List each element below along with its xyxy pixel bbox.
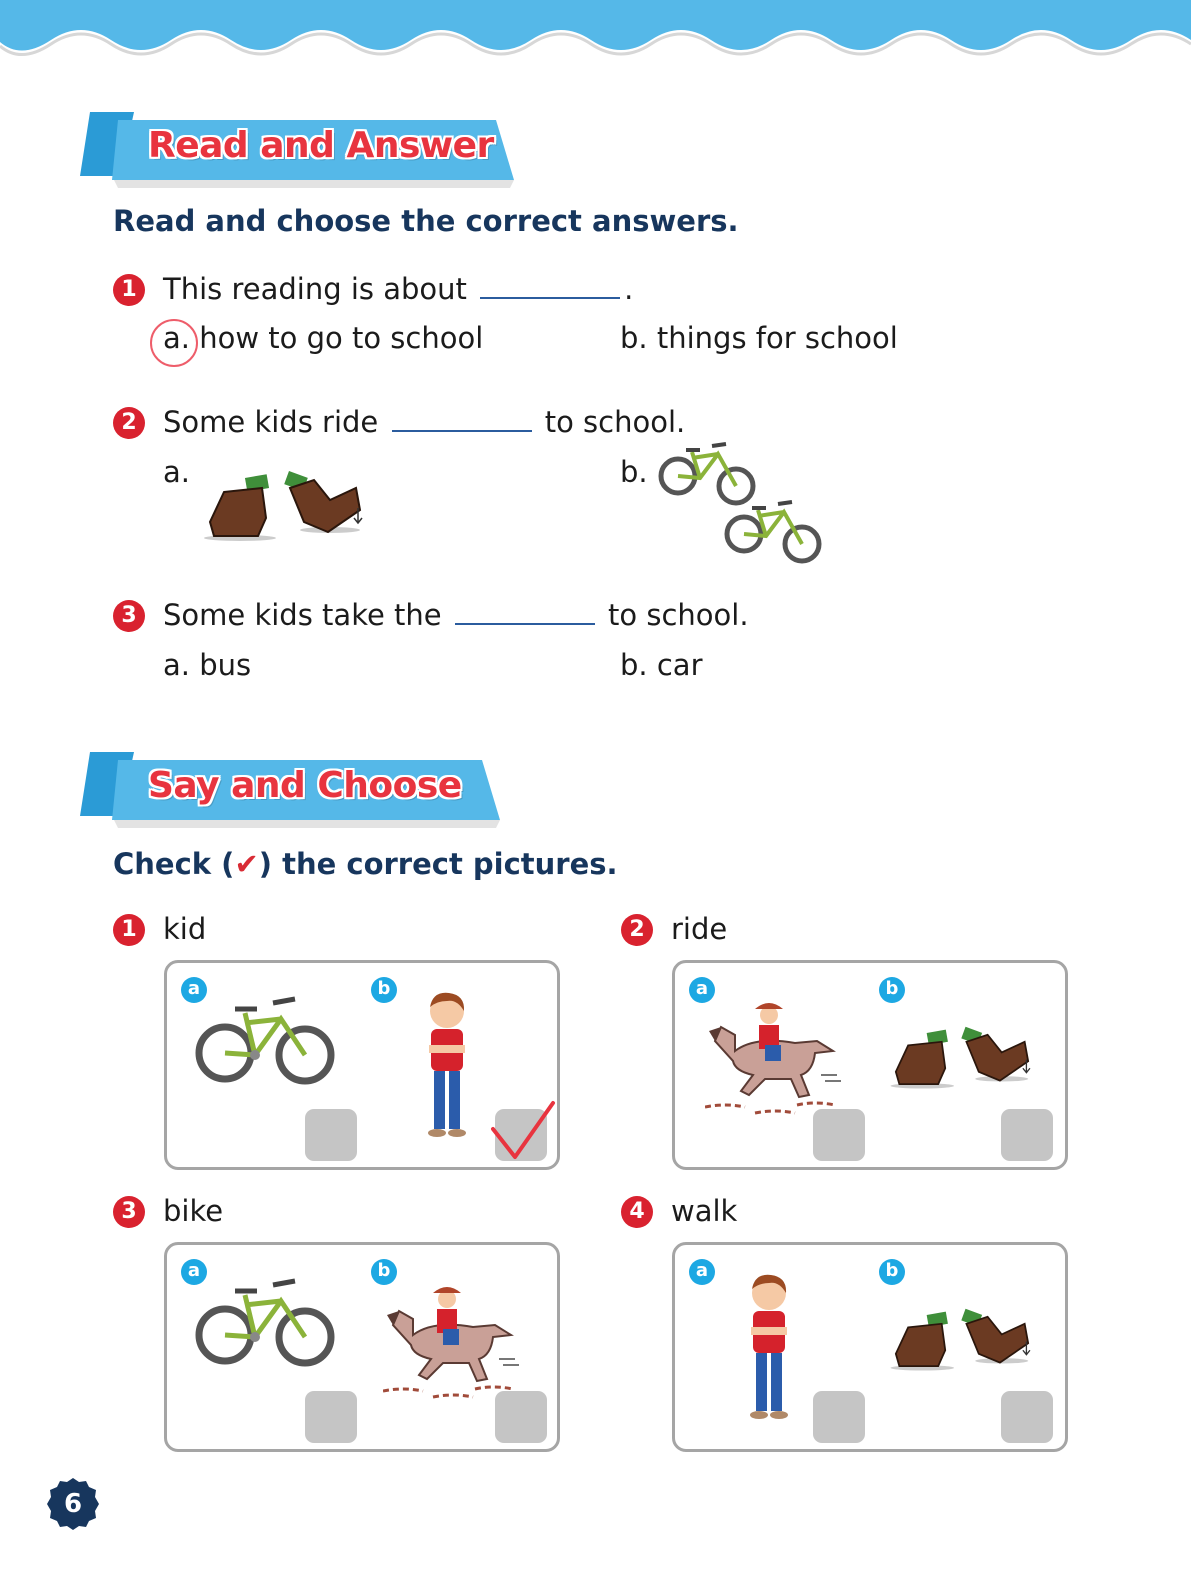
- option-badge-b: b: [879, 1259, 905, 1285]
- top-wave-border: [0, 0, 1191, 70]
- horse-rider-icon[interactable]: [705, 991, 845, 1121]
- picture-card-1: [164, 960, 560, 1170]
- item-word-3: bike: [163, 1194, 224, 1228]
- picture-card-4: [672, 1242, 1068, 1452]
- answer-blank: [455, 601, 595, 625]
- question-2-before: Some kids ride: [163, 405, 379, 439]
- option-text: car: [656, 648, 703, 682]
- option-badge-b: b: [371, 977, 397, 1003]
- answer-blank: [392, 408, 532, 432]
- question-3-text: [163, 598, 749, 632]
- walking-boots-icon[interactable]: [200, 470, 370, 545]
- instruction-read: Read and choose the correct answers.: [113, 204, 739, 238]
- checkbox-b[interactable]: [1001, 1391, 1053, 1443]
- option-badge-b: b: [371, 1259, 397, 1285]
- instruction-after: ) the correct pictures.: [258, 847, 618, 881]
- option-3b[interactable]: [620, 648, 703, 682]
- option-1b[interactable]: [620, 321, 898, 355]
- bike-icon[interactable]: [195, 993, 335, 1088]
- option-badge-a: a: [181, 1259, 207, 1285]
- option-text: how to go to school: [199, 321, 484, 355]
- instruction-before: Check (: [113, 847, 235, 881]
- question-1-text: [163, 272, 633, 306]
- option-letter: a.: [163, 321, 190, 355]
- walking-boots-icon[interactable]: [887, 1305, 1037, 1377]
- question-number-2: 2: [113, 407, 145, 439]
- bike-bottom: [727, 502, 819, 561]
- option-letter: a.: [163, 648, 190, 682]
- boy-icon[interactable]: [739, 1273, 799, 1423]
- option-letter: b.: [620, 321, 648, 355]
- checkbox-a[interactable]: [305, 1109, 357, 1161]
- section-title: Say and Choose: [148, 765, 462, 806]
- checkmark-icon: ✔: [234, 847, 259, 881]
- question-2-after: to school.: [544, 405, 686, 439]
- question-1-before: This reading is about: [163, 272, 467, 306]
- checkbox-b[interactable]: [1001, 1109, 1053, 1161]
- picture-card-3: [164, 1242, 560, 1452]
- boy-icon[interactable]: [417, 991, 477, 1141]
- question-3-before: Some kids take the: [163, 598, 442, 632]
- item-word-4: walk: [671, 1194, 738, 1228]
- answer-blank: [480, 275, 620, 299]
- option-1a[interactable]: [163, 321, 483, 355]
- question-1-after: .: [624, 272, 634, 306]
- item-number-1: 1: [113, 914, 145, 946]
- option-badge-a: a: [689, 1259, 715, 1285]
- checkbox-a[interactable]: [813, 1391, 865, 1443]
- question-2-text: [163, 405, 685, 439]
- bike-top: [661, 444, 753, 503]
- checkbox-b[interactable]: [495, 1391, 547, 1443]
- section-title: Read and Answer: [148, 125, 494, 166]
- section-banner-read-and-answer: [78, 110, 518, 190]
- option-3a[interactable]: [163, 648, 251, 682]
- checkmark-icon: [489, 1099, 559, 1163]
- option-text: things for school: [656, 321, 898, 355]
- option-badge-a: a: [689, 977, 715, 1003]
- checkbox-a[interactable]: [813, 1109, 865, 1161]
- option-2b-label: b.: [620, 455, 648, 489]
- item-number-2: 2: [621, 914, 653, 946]
- page-number-text: 6: [63, 1489, 83, 1519]
- instruction-check: [113, 847, 618, 881]
- picture-card-2: [672, 960, 1068, 1170]
- page-number: [45, 1476, 101, 1532]
- section-banner-say-and-choose: [78, 750, 508, 830]
- item-number-4: 4: [621, 1196, 653, 1228]
- item-word-1: kid: [163, 912, 207, 946]
- option-badge-b: b: [879, 977, 905, 1003]
- checkbox-a[interactable]: [305, 1391, 357, 1443]
- walking-boots-icon[interactable]: [887, 1023, 1037, 1095]
- horse-rider-icon[interactable]: [383, 1275, 523, 1405]
- question-3-after: to school.: [608, 598, 749, 632]
- option-letter: b.: [620, 648, 648, 682]
- item-word-2: ride: [671, 912, 728, 946]
- item-number-3: 3: [113, 1196, 145, 1228]
- option-badge-a: a: [181, 977, 207, 1003]
- bike-icon[interactable]: [195, 1275, 335, 1370]
- two-bikes-icon[interactable]: [656, 438, 826, 568]
- question-number-1: 1: [113, 274, 145, 306]
- option-text: bus: [199, 648, 252, 682]
- question-number-3: 3: [113, 600, 145, 632]
- option-2a-label: a.: [163, 455, 190, 489]
